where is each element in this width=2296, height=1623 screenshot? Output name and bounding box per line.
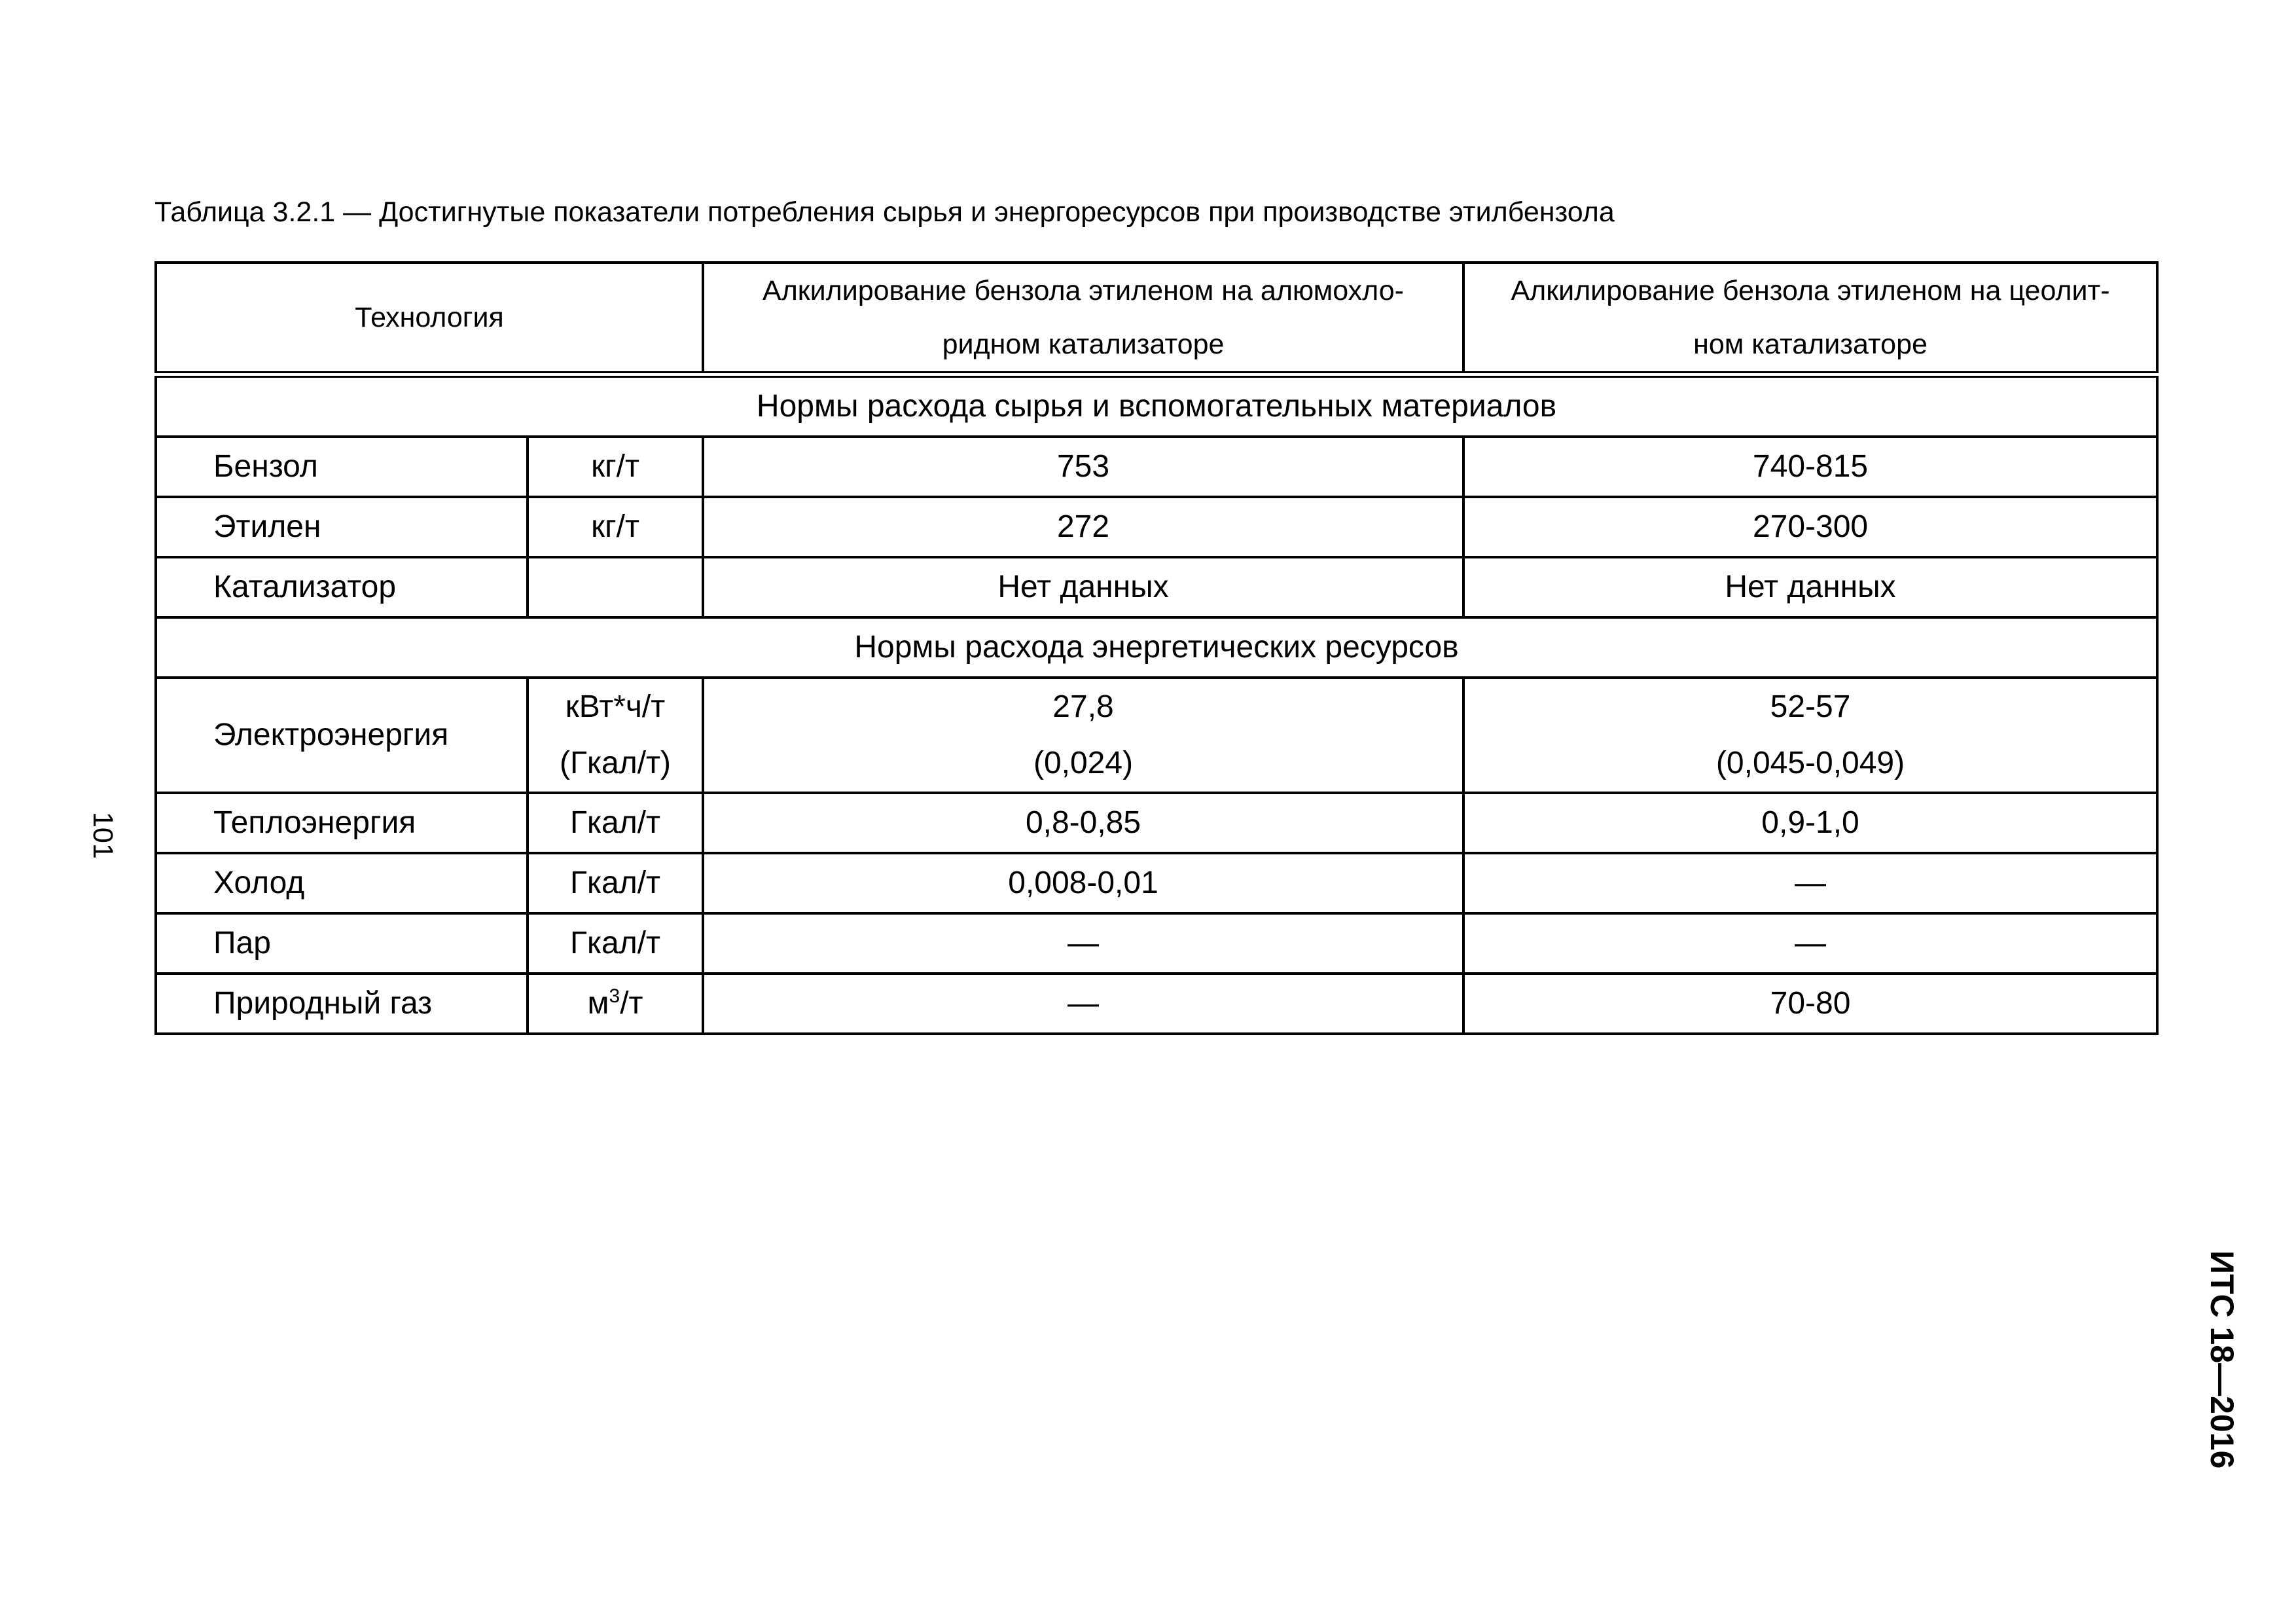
row-name: Этилен bbox=[156, 497, 528, 557]
row-value-alumochloride bbox=[703, 678, 1463, 793]
row-unit: Гкал/т bbox=[528, 853, 703, 913]
header-zeolite bbox=[1463, 263, 2157, 374]
row-unit: кг/т bbox=[528, 437, 703, 497]
page-number: 101 bbox=[87, 812, 118, 859]
row-value-line1: 52-57 bbox=[1770, 689, 1851, 724]
row-value-zeolite: 0,9-1,0 bbox=[1463, 793, 2157, 853]
header-alumochloride-line2: ридном катализаторе bbox=[942, 329, 1225, 360]
table-row bbox=[156, 974, 2157, 1034]
table-caption: Таблица 3.2.1 — Достигнутые показатели потребления сырья и энергоресурсов при производстве этилбензола bbox=[154, 196, 1615, 228]
row-unit: Гкал/т bbox=[528, 793, 703, 853]
row-value-alumochloride: 0,008-0,01 bbox=[703, 853, 1463, 913]
row-name: Холод bbox=[156, 853, 528, 913]
table-row bbox=[156, 913, 2157, 974]
table-row bbox=[156, 793, 2157, 853]
table-row bbox=[156, 497, 2157, 557]
row-unit-line1: кВт*ч/т bbox=[565, 689, 666, 724]
header-zeolite-line1: Алкилирование бензола этиленом на цеолит- bbox=[1511, 275, 2110, 306]
header-technology: Технология bbox=[156, 263, 703, 374]
section-row bbox=[156, 617, 2157, 678]
header-alumochloride bbox=[703, 263, 1463, 374]
section-row bbox=[156, 374, 2157, 437]
row-unit bbox=[528, 678, 703, 793]
section-raw-materials: Нормы расхода сырья и вспомогательных материалов bbox=[156, 374, 2157, 437]
row-value-zeolite: 270-300 bbox=[1463, 497, 2157, 557]
table-header-row bbox=[156, 263, 2157, 374]
row-name: Теплоэнергия bbox=[156, 793, 528, 853]
row-value-zeolite: 70-80 bbox=[1463, 974, 2157, 1034]
row-value-zeolite: — bbox=[1463, 913, 2157, 974]
consumption-table bbox=[154, 261, 2159, 1035]
row-value-zeolite: Нет данных bbox=[1463, 557, 2157, 617]
table-row bbox=[156, 853, 2157, 913]
row-value-zeolite: 740-815 bbox=[1463, 437, 2157, 497]
header-zeolite-line2: ном катализаторе bbox=[1693, 329, 1928, 360]
unit-tail: /т bbox=[620, 986, 643, 1021]
row-value-alumochloride: 753 bbox=[703, 437, 1463, 497]
document-code: ИТС 18—2016 bbox=[2204, 1250, 2240, 1469]
row-value-alumochloride: — bbox=[703, 974, 1463, 1034]
row-name: Бензол bbox=[156, 437, 528, 497]
unit-superscript: 3 bbox=[609, 985, 620, 1007]
row-unit: Гкал/т bbox=[528, 913, 703, 974]
row-value-zeolite: — bbox=[1463, 853, 2157, 913]
table-row bbox=[156, 557, 2157, 617]
row-unit bbox=[528, 557, 703, 617]
unit-base: м bbox=[587, 986, 609, 1021]
row-value-alumochloride: Нет данных bbox=[703, 557, 1463, 617]
page-number-container bbox=[85, 812, 120, 871]
document-code-container bbox=[2193, 1250, 2245, 1499]
row-value-line2: (0,045-0,049) bbox=[1715, 746, 1905, 780]
row-value-alumochloride: 0,8-0,85 bbox=[703, 793, 1463, 853]
header-alumochloride-line1: Алкилирование бензола этиленом на алюмохло- bbox=[762, 275, 1404, 306]
row-unit: кг/т bbox=[528, 497, 703, 557]
row-value-line1: 27,8 bbox=[1052, 689, 1114, 724]
section-energy-resources: Нормы расхода энергетических ресурсов bbox=[156, 617, 2157, 678]
row-value-line2: (0,024) bbox=[1033, 746, 1134, 780]
row-value-alumochloride: — bbox=[703, 913, 1463, 974]
row-name: Природный газ bbox=[156, 974, 528, 1034]
row-unit bbox=[528, 974, 703, 1034]
row-unit-line2: (Гкал/т) bbox=[559, 746, 672, 780]
row-name: Катализатор bbox=[156, 557, 528, 617]
row-name: Пар bbox=[156, 913, 528, 974]
table-row bbox=[156, 437, 2157, 497]
row-value-alumochloride: 272 bbox=[703, 497, 1463, 557]
row-value-zeolite bbox=[1463, 678, 2157, 793]
table-row bbox=[156, 678, 2157, 793]
row-name: Электроэнергия bbox=[156, 678, 528, 793]
